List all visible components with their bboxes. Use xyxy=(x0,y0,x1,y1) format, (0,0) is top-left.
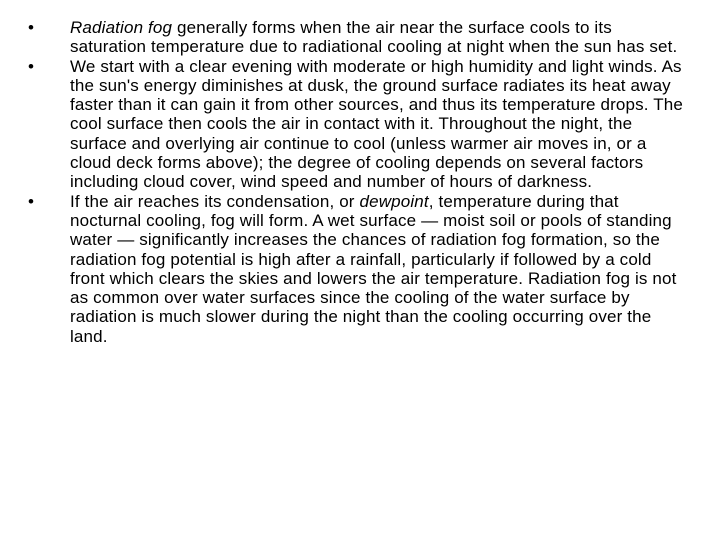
term-radiation-fog: Radiation fog xyxy=(70,18,173,37)
bullet-text-before: If the air reaches its condensation, or xyxy=(70,191,360,211)
bullet-item-clear-evening xyxy=(28,57,688,192)
bullet-text: generally forms when the air near the surface cools to its saturation temperature due to radiational cooling at night when the sun has set. xyxy=(70,18,678,57)
bullet-text: We start with a clear evening with moderate or high humidity and light winds. As the sun's energy diminishes at dusk, the ground surface radiates its heat away faster than it can gain it from other sources, and thus its temperature drops. The cool surface then cools the air in contact with it. Throughout the night, the surface and overlying air continue to cool (unless warmer air moves in, or a cloud deck forms above); the degree of cooling depends on several factors including cloud cover, wind speed and number of hours of darkness. xyxy=(70,56,683,192)
bullet-marker: • xyxy=(28,191,35,211)
term-dewpoint: dewpoint xyxy=(359,191,429,211)
bullet-list xyxy=(28,18,688,346)
bullet-marker: • xyxy=(28,56,35,76)
bullet-item-radiation-fog xyxy=(28,18,688,57)
bullet-item-dewpoint xyxy=(28,192,688,346)
bullet-text-after: , temperature during that nocturnal cooling, fog will form. A wet surface — moist soil or pools of standing water — significantly increases the chances of radiation fog formation, so the radiation fog potential is high after a rainfall, particularly if followed by a cold front which clears the skies and lowers the air temperature. Radiation fog is not as common over water surfaces since the cooling of the water surface by radiation is much slower during the night than the cooling occurring over the land. xyxy=(70,191,677,346)
bullet-marker: • xyxy=(28,18,35,37)
